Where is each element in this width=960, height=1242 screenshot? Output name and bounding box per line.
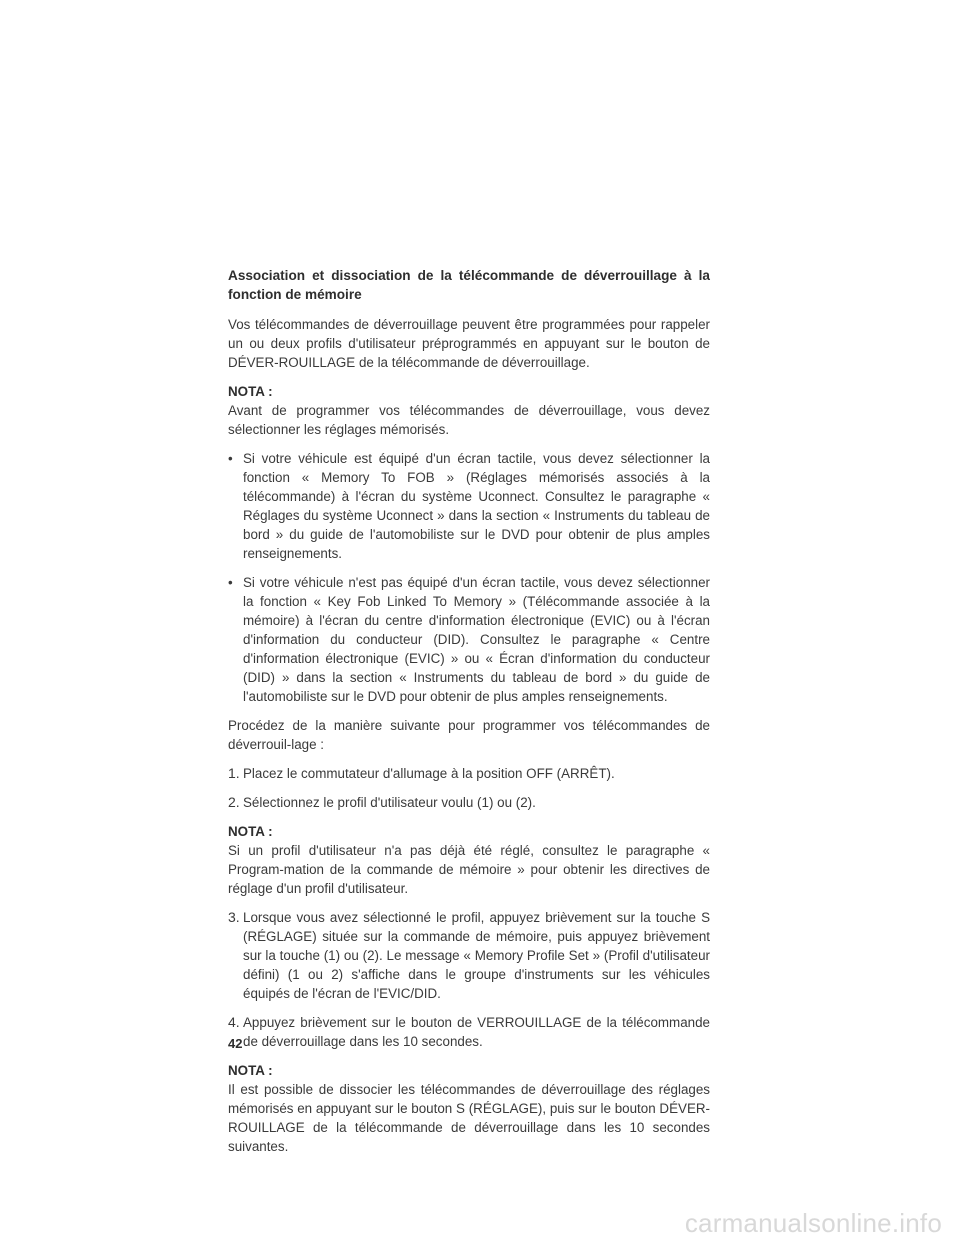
nota-block-3 bbox=[228, 1061, 710, 1156]
step-item bbox=[228, 908, 710, 1003]
bullet-text: Si votre véhicule est équipé d'un écran tactile, vous devez sélectionner la fonction « Memory To FOB » (Réglages mémorisés associés à la télécommande) à l'écran du système Uconnect. Consultez le paragraphe « Réglages du système Uconnect » dans la section « Instruments du tableau de bord » du guide de l'automobiliste sur le DVD pour obtenir de plus amples renseignements. bbox=[243, 451, 710, 561]
watermark: carmanualsonline.info bbox=[684, 1208, 942, 1238]
step-text: Appuyez brièvement sur le bouton de VERROUILLAGE de la télécommande de déverrouillage dans les 10 secondes. bbox=[243, 1015, 710, 1049]
nota-label: NOTA : bbox=[228, 824, 273, 839]
bullet-text: Si votre véhicule n'est pas équipé d'un écran tactile, vous devez sélectionner la fonction « Key Fob Linked To Memory » (Télécommande associée à la mémoire) à l'écran du centre d'information électronique (EVIC) ou à l'écran d'information du conducteur (DID). Consultez le paragraphe « Centre d'information électronique (EVIC) » ou « Écran d'information du conducteur (DID) » dans la section « Instruments du tableau de bord » du guide de l'automobiliste sur le DVD pour obtenir de plus amples renseignements. bbox=[243, 575, 710, 704]
bullet-mark: • bbox=[228, 575, 233, 590]
step-number: 2. bbox=[228, 794, 240, 810]
page-content bbox=[228, 266, 710, 1166]
step-item bbox=[228, 764, 710, 783]
nota-text: Il est possible de dissocier les télécommandes de déverrouillage des réglages mémorisés en appuyant sur le bouton S (RÉGLAGE), puis sur le bouton DÉVER-ROUILLAGE de la télécommande de déverrouillage dans les 10 secondes suivantes. bbox=[228, 1082, 710, 1154]
bullet-item bbox=[228, 449, 710, 563]
page-number: 42 bbox=[228, 1036, 243, 1051]
procedure-intro: Procédez de la manière suivante pour programmer vos télécommandes de déverrouil-lage : bbox=[228, 718, 710, 752]
intro-paragraph: Vos télécommandes de déverrouillage peuvent être programmées pour rappeler un ou deux profils d'utilisateur préprogrammés en appuyant sur le bouton de DÉVER-ROUILLAGE de la télécommande de déverrouillage. bbox=[228, 317, 710, 370]
step-number: 3. bbox=[228, 909, 240, 925]
step-item bbox=[228, 1013, 710, 1051]
step-text: Lorsque vous avez sélectionné le profil, appuyez brièvement sur la touche S (RÉGLAGE) située sur la commande de mémoire, puis appuyez brièvement sur la touche (1) ou (2). Le message « Memory Profile Set » (Profil d'utilisateur défini) (1 ou 2) s'affiche dans le groupe d'instruments sur les véhicules équipés de l'écran de l'EVIC/DID. bbox=[243, 910, 710, 1001]
step-text: Sélectionnez le profil d'utilisateur voulu (1) ou (2). bbox=[243, 795, 536, 810]
section-heading: Association et dissociation de la télécommande de déverrouillage à la fonction de mémoire bbox=[228, 268, 710, 302]
nota-block-2 bbox=[228, 822, 710, 898]
step-item bbox=[228, 793, 710, 812]
bullet-item bbox=[228, 573, 710, 706]
step-text: Placez le commutateur d'allumage à la position OFF (ARRÊT). bbox=[243, 766, 615, 781]
bullet-mark: • bbox=[228, 451, 233, 466]
nota-block-1 bbox=[228, 382, 710, 439]
nota-text: Si un profil d'utilisateur n'a pas déjà été réglé, consultez le paragraphe « Program-mation de la commande de mémoire » pour obtenir les directives de réglage d'un profil d'utilisateur. bbox=[228, 843, 710, 896]
nota-label: NOTA : bbox=[228, 384, 273, 399]
nota-text: Avant de programmer vos télécommandes de déverrouillage, vous devez sélectionner les réglages mémorisés. bbox=[228, 403, 710, 437]
step-number: 1. bbox=[228, 765, 240, 781]
nota-label: NOTA : bbox=[228, 1063, 273, 1078]
step-number: 4. bbox=[228, 1014, 240, 1030]
